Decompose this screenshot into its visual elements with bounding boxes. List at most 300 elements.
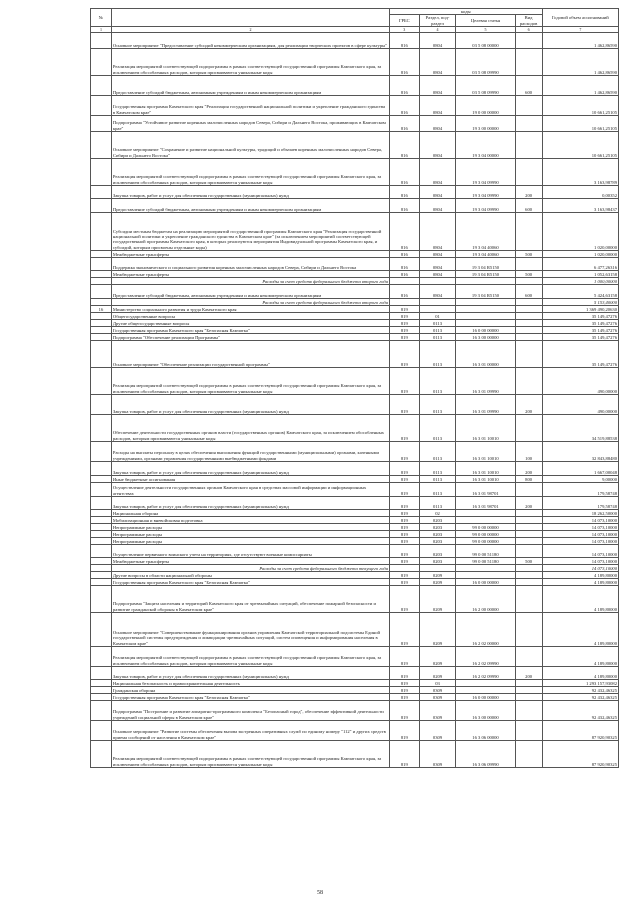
- row-amount: 1 000,00000: [542, 278, 618, 285]
- row-grbs: 816: [390, 116, 420, 132]
- row-section: 0203: [419, 517, 456, 524]
- row-amount: 1 369 490,20630: [542, 306, 618, 313]
- row-expense-kind: 200: [515, 462, 542, 476]
- row-grbs: [390, 299, 420, 306]
- row-section: 0804: [419, 33, 456, 49]
- row-name: Иные бюджетные ассигнования: [111, 476, 389, 483]
- row-target-article: 03 5 08 09990: [456, 49, 515, 76]
- budget-table: [90, 8, 619, 768]
- row-amount: 3 163,98437: [542, 199, 618, 213]
- row-number: [91, 96, 112, 116]
- row-name: Другие общегосударственные вопросы: [111, 320, 389, 327]
- table-row: [91, 721, 619, 741]
- row-name: Расходы за счет средств федерального бюджета текущего года: [111, 565, 389, 572]
- row-section: 0113: [419, 327, 456, 334]
- row-expense-kind: 600: [515, 76, 542, 96]
- row-target-article: 99 0 00 00000: [456, 538, 515, 545]
- row-section: [419, 278, 456, 285]
- row-expense-kind: [515, 313, 542, 320]
- row-section: 0113: [419, 483, 456, 497]
- row-section: 0804: [419, 132, 456, 159]
- table-row: [91, 667, 619, 680]
- row-expense-kind: [515, 415, 542, 442]
- row-target-article: [456, 517, 515, 524]
- row-amount: 3 163,98789: [542, 159, 618, 186]
- row-section: 0309: [419, 741, 456, 768]
- row-expense-kind: 500: [515, 558, 542, 565]
- table-row: [91, 76, 619, 96]
- row-grbs: 816: [390, 199, 420, 213]
- row-grbs: 819: [390, 497, 420, 510]
- table-row: [91, 341, 619, 368]
- table-row: [91, 327, 619, 334]
- row-grbs: 819: [390, 545, 420, 558]
- row-grbs: 816: [390, 251, 420, 258]
- row-name: Основное мероприятие "Совершенствование функционирования органов управления Камчатской территориальной подсистемы Единой государственной системы предупреждения и ликвидации чрезвычайных ситуаций, систем оповещения и информирования населения в Камчатском крае": [111, 613, 389, 647]
- row-number: [91, 33, 112, 49]
- row-amount: 179,58748: [542, 497, 618, 510]
- row-target-article: 16 0 00 00000: [456, 694, 515, 701]
- row-grbs: 819: [390, 327, 420, 334]
- row-section: 0113: [419, 476, 456, 483]
- row-amount: 4 189,80000: [542, 579, 618, 586]
- row-amount: 10 661,25105: [542, 96, 618, 116]
- row-expense-kind: 600: [515, 285, 542, 299]
- col-number: 2: [111, 27, 389, 33]
- table-row: [91, 116, 619, 132]
- row-number: [91, 462, 112, 476]
- row-target-article: 16 3 01 09990: [456, 395, 515, 415]
- row-amount: 1 462,86590: [542, 33, 618, 49]
- table-row: [91, 395, 619, 415]
- row-section: 0804: [419, 76, 456, 96]
- row-name: Мобилизационная и вневойсковая подготовка: [111, 517, 389, 524]
- row-number: [91, 524, 112, 531]
- row-grbs: 819: [390, 647, 420, 667]
- row-target-article: [456, 299, 515, 306]
- row-amount: 4 189,80000: [542, 647, 618, 667]
- table-row: [91, 558, 619, 565]
- row-amount: 1 293 157,93082: [542, 680, 618, 687]
- row-amount: 1 462,86590: [542, 76, 618, 96]
- row-expense-kind: 500: [515, 251, 542, 258]
- row-section: 0113: [419, 368, 456, 395]
- table-row: [91, 334, 619, 341]
- row-grbs: 819: [390, 558, 420, 565]
- table-row: [91, 462, 619, 476]
- table-row: [91, 483, 619, 497]
- row-grbs: 819: [390, 476, 420, 483]
- row-grbs: 819: [390, 538, 420, 545]
- row-number: [91, 687, 112, 694]
- row-grbs: 816: [390, 159, 420, 186]
- row-target-article: 16 3 00 00000: [456, 334, 515, 341]
- row-number: [91, 251, 112, 258]
- table-row: [91, 701, 619, 721]
- row-number: [91, 299, 112, 306]
- row-section: 0113: [419, 442, 456, 462]
- row-grbs: 819: [390, 334, 420, 341]
- row-amount: 34 519,88538: [542, 415, 618, 442]
- row-section: 0113: [419, 462, 456, 476]
- table-row: [91, 586, 619, 613]
- row-target-article: 16 3 06 00000: [456, 721, 515, 741]
- col-number: 3: [390, 27, 420, 33]
- row-number: [91, 694, 112, 701]
- header-no: №: [91, 9, 112, 27]
- row-target-article: [456, 278, 515, 285]
- row-amount: 14 073,10000: [542, 538, 618, 545]
- table-row: [91, 680, 619, 687]
- table-row: [91, 741, 619, 768]
- table-row: [91, 213, 619, 251]
- row-number: [91, 701, 112, 721]
- row-number: [91, 271, 112, 278]
- table-row: [91, 565, 619, 572]
- row-name: Гражданская оборона: [111, 687, 389, 694]
- row-target-article: 16 3 01 10010: [456, 415, 515, 442]
- row-expense-kind: [515, 565, 542, 572]
- header-codes: коды: [390, 9, 543, 15]
- row-grbs: 816: [390, 258, 420, 271]
- row-amount: 14 073,10000: [542, 565, 618, 572]
- row-name: Межбюджетные трансферты: [111, 251, 389, 258]
- row-grbs: 816: [390, 132, 420, 159]
- row-number: [91, 565, 112, 572]
- row-name: Основное мероприятие "Развитие системы обеспечения вызова экстренных оперативных служб по единому номеру "112" и других средств приема сообщений от населения в Камчатском крае": [111, 721, 389, 741]
- row-section: 03: [419, 680, 456, 687]
- table-row: [91, 132, 619, 159]
- row-target-article: 19 0 00 00000: [456, 96, 515, 116]
- row-target-article: [456, 565, 515, 572]
- row-section: [419, 565, 456, 572]
- row-number: [91, 395, 112, 415]
- row-grbs: 816: [390, 186, 420, 199]
- row-expense-kind: 200: [515, 497, 542, 510]
- row-target-article: [456, 572, 515, 579]
- row-expense-kind: 100: [515, 442, 542, 462]
- row-amount: 35 149,47276: [542, 313, 618, 320]
- row-expense-kind: [515, 368, 542, 395]
- row-target-article: 19 3 04 40060: [456, 251, 515, 258]
- table-row: [91, 510, 619, 517]
- row-section: 0209: [419, 647, 456, 667]
- row-number: [91, 497, 112, 510]
- row-target-article: 16 2 02 09990: [456, 667, 515, 680]
- row-target-article: 19 3 04 09990: [456, 186, 515, 199]
- row-expense-kind: [515, 694, 542, 701]
- row-grbs: 819: [390, 517, 420, 524]
- row-number: [91, 116, 112, 132]
- row-grbs: 819: [390, 510, 420, 517]
- row-number: [91, 517, 112, 524]
- row-number: [91, 159, 112, 186]
- row-amount: 14 073,10000: [542, 545, 618, 558]
- row-name: Закупка товаров, работ и услуг для обеспечения государственных (муниципальных) нужд: [111, 667, 389, 680]
- row-target-article: 16 3 01 10010: [456, 462, 515, 476]
- row-number: [91, 186, 112, 199]
- row-grbs: 819: [390, 667, 420, 680]
- row-grbs: 816: [390, 285, 420, 299]
- table-row: [91, 368, 619, 395]
- row-section: 0209: [419, 586, 456, 613]
- row-amount: 0,00352: [542, 186, 618, 199]
- row-section: 0203: [419, 531, 456, 538]
- row-section: 01: [419, 313, 456, 320]
- col-number: 1: [91, 27, 112, 33]
- row-target-article: 99 0 00 51180: [456, 545, 515, 558]
- row-target-article: 16 3 01 10010: [456, 476, 515, 483]
- row-section: 0804: [419, 96, 456, 116]
- row-section: 0113: [419, 320, 456, 327]
- row-name: Реализация мероприятий соответствующей подпрограммы в рамках соответствующей государственной программы Камчатского края, за исключением обособленных расходов, которым присваиваются уникальные коды: [111, 159, 389, 186]
- header-kind: Вид расходов: [515, 15, 542, 27]
- row-expense-kind: [515, 258, 542, 271]
- row-target-article: 19 3 04 R5150: [456, 271, 515, 278]
- row-section: 0203: [419, 545, 456, 558]
- row-grbs: 819: [390, 313, 420, 320]
- row-name: Предоставление субсидий бюджетным, автономным учреждениям и иным некоммерческим организациям: [111, 285, 389, 299]
- page-number: 58: [317, 890, 323, 896]
- row-section: 0804: [419, 258, 456, 271]
- row-amount: 87 920,90325: [542, 741, 618, 768]
- table-row: [91, 49, 619, 76]
- row-expense-kind: [515, 510, 542, 517]
- row-amount: 179,58748: [542, 483, 618, 497]
- header-name: [111, 9, 389, 27]
- row-name: Реализация мероприятий соответствующей подпрограммы в рамках соответствующей государственной программы Камчатского края, за исключением обособленных расходов, которым присваиваются уникальные коды: [111, 49, 389, 76]
- row-section: 02: [419, 510, 456, 517]
- row-amount: 87 920,90325: [542, 721, 618, 741]
- row-amount: 4 189,80000: [542, 667, 618, 680]
- col-number: 7: [542, 27, 618, 33]
- row-grbs: 819: [390, 741, 420, 768]
- row-name: Подпрограмма "Защита населения и территорий Камчатского края от чрезвычайных ситуаций, обеспечение пожарной безопасности и развитие гражданской обороны в Камчатском крае": [111, 586, 389, 613]
- row-target-article: 19 3 00 00000: [456, 116, 515, 132]
- row-expense-kind: [515, 334, 542, 341]
- header-amount: Годовой объем ассигнований: [542, 9, 618, 27]
- row-expense-kind: [515, 701, 542, 721]
- row-section: 0309: [419, 721, 456, 741]
- row-section: 0309: [419, 701, 456, 721]
- row-expense-kind: [515, 517, 542, 524]
- row-expense-kind: [515, 159, 542, 186]
- row-target-article: 03 5 08 09990: [456, 76, 515, 96]
- row-section: 0203: [419, 524, 456, 531]
- row-expense-kind: 800: [515, 476, 542, 483]
- row-name: Непрограммные расходы: [111, 538, 389, 545]
- row-number: [91, 647, 112, 667]
- row-number: [91, 334, 112, 341]
- row-grbs: 816: [390, 213, 420, 251]
- table-row: [91, 186, 619, 199]
- row-name: Обеспечение деятельности государственных органов власти (государственных органов) Камчатского края, за исключением обособленных расходов, которым присваиваются уникальные коды: [111, 415, 389, 442]
- row-number: [91, 613, 112, 647]
- row-number: [91, 531, 112, 538]
- row-amount: 5 424,63158: [542, 285, 618, 299]
- row-number: [91, 368, 112, 395]
- row-name: Межбюджетные трансферты: [111, 558, 389, 565]
- row-target-article: 99 0 00 00000: [456, 531, 515, 538]
- table-row: [91, 96, 619, 116]
- table-row: [91, 647, 619, 667]
- row-amount: 4 189,80000: [542, 613, 618, 647]
- row-expense-kind: [515, 572, 542, 579]
- row-expense-kind: [515, 531, 542, 538]
- row-target-article: 99 0 00 51180: [456, 558, 515, 565]
- table-row: [91, 278, 619, 285]
- row-amount: 14 073,10000: [542, 524, 618, 531]
- row-amount: 5 153,40000: [542, 299, 618, 306]
- table-row: [91, 159, 619, 186]
- row-section: 0113: [419, 415, 456, 442]
- row-target-article: 19 3 04 00000: [456, 132, 515, 159]
- row-name: Поддержка экономического и социального развития коренных малочисленных народов Севера, Сибири и Дальнего Востока: [111, 258, 389, 271]
- row-name: Национальная оборона: [111, 510, 389, 517]
- row-grbs: 816: [390, 271, 420, 278]
- row-name: Национальная безопасность и правоохранительная деятельность: [111, 680, 389, 687]
- row-target-article: [456, 306, 515, 313]
- table-row: [91, 579, 619, 586]
- row-section: 0113: [419, 334, 456, 341]
- row-grbs: 819: [390, 701, 420, 721]
- row-name: Подпрограмма "Построение и развитие аппаратно-программного комплекса "Безопасный город", обеспечение эффективной деятельности учреждений социальной сферы в Камчатском крае": [111, 701, 389, 721]
- row-name: Непрограммные расходы: [111, 531, 389, 538]
- row-amount: 35 149,47276: [542, 341, 618, 368]
- row-number: [91, 442, 112, 462]
- table-row: [91, 299, 619, 306]
- table-row: [91, 415, 619, 442]
- row-number: 16: [91, 306, 112, 313]
- row-name: Субсидии местным бюджетам на реализацию мероприятий государственной программы Камчатского края "Реализация государственной национальной политики и укрепление гражданского единства в Камчатском крае" (за исключением мероприятий соответствующей государственной программы Камчатского края, в которых реализуются мероприятия Индивидуальной программы Камчатского края, и субсидий, которым присвоены отдельные коды): [111, 213, 389, 251]
- row-name: Осуществление первичного воинского учета на территориях, где отсутствуют военные комиссариаты: [111, 545, 389, 558]
- table-row: [91, 251, 619, 258]
- row-number: [91, 49, 112, 76]
- row-amount: 14 073,10000: [542, 558, 618, 565]
- row-expense-kind: [515, 647, 542, 667]
- row-name: Закупка товаров, работ и услуг для обеспечения государственных (муниципальных) нужд: [111, 186, 389, 199]
- row-target-article: [456, 510, 515, 517]
- row-target-article: [456, 687, 515, 694]
- row-section: [419, 306, 456, 313]
- row-section: 0209: [419, 613, 456, 647]
- row-name: Государственная программа Камчатского края "Безопасная Камчатка": [111, 694, 389, 701]
- row-name: Расходы на выплаты персоналу в целях обеспечения выполнения функций государственными (муниципальными) органами, казенными учреждениями, органами управления государственными внебюджетными фондами: [111, 442, 389, 462]
- row-number: [91, 721, 112, 741]
- row-grbs: 819: [390, 341, 420, 368]
- row-number: [91, 680, 112, 687]
- row-number: [91, 667, 112, 680]
- row-section: 0113: [419, 341, 456, 368]
- row-section: 0804: [419, 49, 456, 76]
- row-expense-kind: [515, 132, 542, 159]
- row-amount: 4 189,80000: [542, 572, 618, 579]
- row-grbs: 819: [390, 687, 420, 694]
- row-target-article: [456, 313, 515, 320]
- row-target-article: 16 2 00 00000: [456, 586, 515, 613]
- table-row: [91, 442, 619, 462]
- row-target-article: 19 3 04 09990: [456, 199, 515, 213]
- row-name: Общегосударственные вопросы: [111, 313, 389, 320]
- row-name: Закупка товаров, работ и услуг для обеспечения государственных (муниципальных) нужд: [111, 462, 389, 476]
- row-name: Государственная программа Камчатского края "Безопасная Камчатка": [111, 579, 389, 586]
- row-number: [91, 586, 112, 613]
- table-row: [91, 313, 619, 320]
- row-number: [91, 572, 112, 579]
- row-number: [91, 545, 112, 558]
- row-target-article: 16 3 01 98701: [456, 483, 515, 497]
- row-amount: 92 432,46325: [542, 694, 618, 701]
- row-section: 0804: [419, 251, 456, 258]
- row-amount: 6 477,26316: [542, 258, 618, 271]
- row-section: 0113: [419, 395, 456, 415]
- row-expense-kind: [515, 96, 542, 116]
- row-target-article: 19 3 04 40060: [456, 213, 515, 251]
- col-number: 4: [419, 27, 456, 33]
- row-target-article: 19 3 04 R5150: [456, 258, 515, 271]
- row-grbs: 819: [390, 320, 420, 327]
- row-amount: 1 667,00048: [542, 462, 618, 476]
- row-section: 0203: [419, 558, 456, 565]
- table-row: [91, 517, 619, 524]
- row-expense-kind: [515, 306, 542, 313]
- row-name: Государственная программа Камчатского края "Реализация государственной национальной политики и укрепление гражданского единства в Камчатском крае": [111, 96, 389, 116]
- row-grbs: [390, 278, 420, 285]
- table-row: [91, 320, 619, 327]
- row-name: Межбюджетные трансферты: [111, 271, 389, 278]
- row-expense-kind: [515, 524, 542, 531]
- row-target-article: 99 0 00 00000: [456, 524, 515, 531]
- row-number: [91, 132, 112, 159]
- row-target-article: 16 3 01 98701: [456, 497, 515, 510]
- row-expense-kind: 200: [515, 667, 542, 680]
- row-section: 0804: [419, 116, 456, 132]
- row-target-article: 03 5 08 00000: [456, 33, 515, 49]
- row-target-article: 16 3 06 09990: [456, 741, 515, 768]
- row-target-article: 16 3 01 09990: [456, 368, 515, 395]
- row-grbs: 819: [390, 680, 420, 687]
- row-target-article: [456, 680, 515, 687]
- row-expense-kind: 200: [515, 186, 542, 199]
- row-amount: 92 432,46325: [542, 701, 618, 721]
- row-name: Непрограммные расходы: [111, 524, 389, 531]
- row-expense-kind: [515, 687, 542, 694]
- row-section: 0804: [419, 159, 456, 186]
- row-amount: 9,00000: [542, 476, 618, 483]
- row-grbs: 816: [390, 96, 420, 116]
- table-row: [91, 306, 619, 313]
- row-amount: 10 661,25105: [542, 132, 618, 159]
- table-row: [91, 694, 619, 701]
- row-section: 0804: [419, 271, 456, 278]
- row-expense-kind: [515, 213, 542, 251]
- row-number: [91, 285, 112, 299]
- row-number: [91, 741, 112, 768]
- row-amount: 4 189,80000: [542, 586, 618, 613]
- row-grbs: 819: [390, 531, 420, 538]
- row-number: [91, 341, 112, 368]
- row-name: Закупка товаров, работ и услуг для обеспечения государственных (муниципальных) нужд: [111, 395, 389, 415]
- row-number: [91, 415, 112, 442]
- row-name: Подпрограмма "Устойчивое развитие коренных малочисленных народов Севера, Сибири и Дальнего Востока, проживающих в Камчатском крае": [111, 116, 389, 132]
- row-expense-kind: 200: [515, 395, 542, 415]
- row-amount: 35 149,47276: [542, 320, 618, 327]
- row-grbs: 819: [390, 694, 420, 701]
- row-grbs: 819: [390, 721, 420, 741]
- table-row: [91, 199, 619, 213]
- row-name: Осуществление деятельности государственных органов Камчатского края в средствах массовой информации и информационных агентствах: [111, 483, 389, 497]
- row-amount: 490,00000: [542, 395, 618, 415]
